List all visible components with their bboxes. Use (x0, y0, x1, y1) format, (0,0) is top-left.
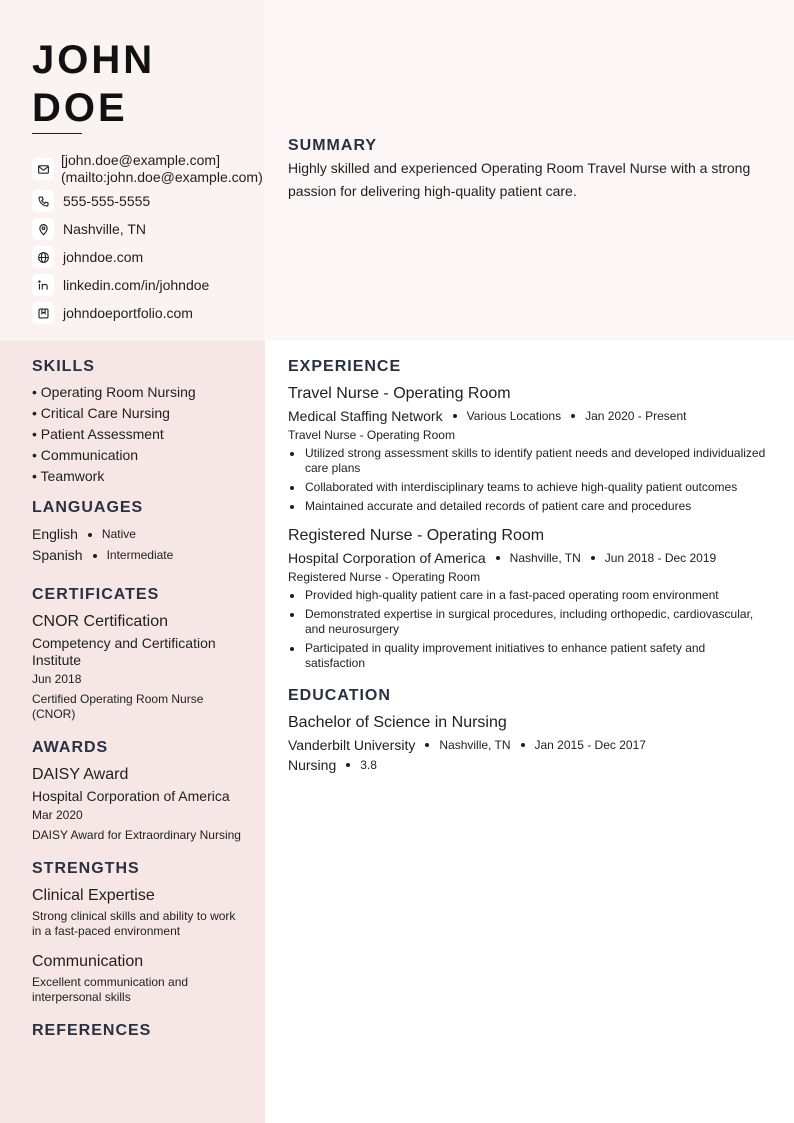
separator-dot (346, 763, 350, 767)
education-entry (288, 713, 768, 775)
website-link[interactable]: johndoe.com (63, 249, 144, 265)
award-name: DAISY Award (32, 766, 129, 783)
strength-item (32, 886, 242, 939)
job-location: Various Locations (466, 409, 562, 423)
certificate-name: CNOR Certification (32, 613, 169, 630)
separator-dot (93, 554, 97, 558)
bullet-item: Provided high-quality patient care in a fast-paced operating room environment (288, 588, 768, 603)
school: Vanderbilt University (288, 737, 416, 753)
portfolio-icon (32, 302, 54, 324)
skill-item: • Communication (32, 447, 139, 463)
job-bullets (288, 446, 768, 514)
strength-item (32, 952, 242, 1005)
skill-item: • Critical Care Nursing (32, 405, 170, 421)
education-location: Nashville, TN (439, 738, 511, 752)
strength-desc: Excellent communication and interpersonal skills (32, 975, 189, 1004)
skill-item: • Patient Assessment (32, 426, 164, 442)
phone-icon (32, 190, 54, 212)
bullet-item: Maintained accurate and detailed records of patient care and procedures (288, 499, 768, 514)
award-issuer: Hospital Corporation of America (32, 788, 230, 804)
awards-heading: AWARDS (32, 739, 109, 756)
separator-dot (571, 414, 575, 418)
candidate-name: JOHN DOE (32, 38, 156, 130)
education-dates: Jan 2015 - Dec 2017 (534, 738, 646, 752)
experience-heading: EXPERIENCE (288, 358, 402, 375)
skills-list (32, 382, 242, 487)
mail-icon (32, 158, 54, 180)
name-divider (32, 133, 82, 134)
summary-section (288, 137, 758, 203)
certificate-date: Jun 2018 (32, 672, 82, 686)
strength-name: Communication (32, 953, 144, 970)
strength-name: Clinical Expertise (32, 887, 155, 904)
education-field-meta (288, 755, 768, 775)
location-pin-icon (32, 218, 54, 240)
strengths-heading: STRENGTHS (32, 860, 140, 877)
separator-dot (496, 556, 500, 560)
gpa: 3.8 (360, 758, 377, 772)
job-location: Nashville, TN (509, 551, 581, 565)
job-role: Registered Nurse - Operating Room (288, 570, 481, 584)
contact-phone[interactable] (32, 187, 292, 215)
location-text: Nashville, TN (63, 221, 146, 237)
phone-text: 555-555-5555 (63, 193, 151, 209)
language-item: Spanish Intermediate (32, 547, 174, 563)
contact-list (32, 151, 292, 327)
job-title: Travel Nurse - Operating Room (288, 385, 511, 402)
bullet-item: Collaborated with interdisciplinary teams to achieve high-quality patient outcomes (288, 480, 768, 495)
job-bullets (288, 588, 768, 671)
contact-website[interactable] (32, 243, 292, 271)
job-entry (288, 526, 768, 671)
separator-dot (425, 743, 429, 747)
job-dates: Jun 2018 - Dec 2019 (604, 551, 717, 565)
certificate-item (32, 612, 242, 722)
job-role: Travel Nurse - Operating Room (288, 428, 455, 442)
certificate-issuer: Competency and Certification Institute (32, 635, 216, 668)
job-entry (288, 384, 768, 514)
certificates-heading: CERTIFICATES (32, 586, 160, 603)
separator-dot (521, 743, 525, 747)
job-meta (288, 406, 768, 426)
main-content (288, 358, 768, 775)
separator-dot (453, 414, 457, 418)
summary-text: Highly skilled and experienced Operating Room Travel Nurse with a strong passion for delivering high-quality patient care. (288, 160, 751, 199)
job-title: Registered Nurse - Operating Room (288, 527, 545, 544)
certificate-desc: Certified Operating Room Nurse (CNOR) (32, 692, 204, 721)
email-line2[interactable]: (mailto:john.doe@example.com) (61, 169, 263, 185)
award-desc: DAISY Award for Extraordinary Nursing (32, 828, 241, 842)
separator-dot (88, 533, 92, 537)
degree: Bachelor of Science in Nursing (288, 714, 507, 731)
bullet-item: Utilized strong assessment skills to identify patient needs and developed individualized care plans (288, 446, 768, 476)
strength-desc: Strong clinical skills and ability to work in a fast-paced environment (32, 909, 236, 938)
job-meta (288, 548, 768, 568)
skill-item: • Operating Room Nursing (32, 384, 196, 400)
linkedin-icon (32, 274, 54, 296)
job-dates: Jan 2020 - Present (585, 409, 687, 423)
references-heading: REFERENCES (32, 1022, 152, 1039)
globe-icon (32, 246, 54, 268)
contact-location (32, 215, 292, 243)
skill-item: • Teamwork (32, 468, 105, 484)
bullet-item: Demonstrated expertise in surgical procedures, including orthopedic, cardiovascular, and neurosurgery (288, 607, 768, 637)
education-heading: EDUCATION (288, 687, 391, 704)
email-line1[interactable]: [john.doe@example.com] (61, 152, 220, 168)
languages-heading: LANGUAGES (32, 499, 144, 516)
linkedin-link[interactable]: linkedin.com/in/johndoe (63, 277, 210, 293)
language-item: English Native (32, 526, 136, 542)
award-item (32, 765, 242, 843)
field-of-study: Nursing (288, 757, 337, 773)
skills-heading: SKILLS (32, 358, 95, 375)
separator-dot (591, 556, 595, 560)
portfolio-link[interactable]: johndoeportfolio.com (63, 305, 193, 321)
award-date: Mar 2020 (32, 808, 83, 822)
summary-heading: SUMMARY (288, 137, 378, 154)
sidebar-content (32, 358, 242, 1040)
contact-email[interactable] (32, 151, 292, 187)
bullet-item: Participated in quality improvement initiatives to enhance patient safety and satisfaction (288, 641, 768, 671)
contact-linkedin[interactable] (32, 271, 292, 299)
contact-portfolio[interactable] (32, 299, 292, 327)
education-meta (288, 735, 768, 755)
job-company: Hospital Corporation of America (288, 550, 486, 566)
job-company: Medical Staffing Network (288, 408, 443, 424)
